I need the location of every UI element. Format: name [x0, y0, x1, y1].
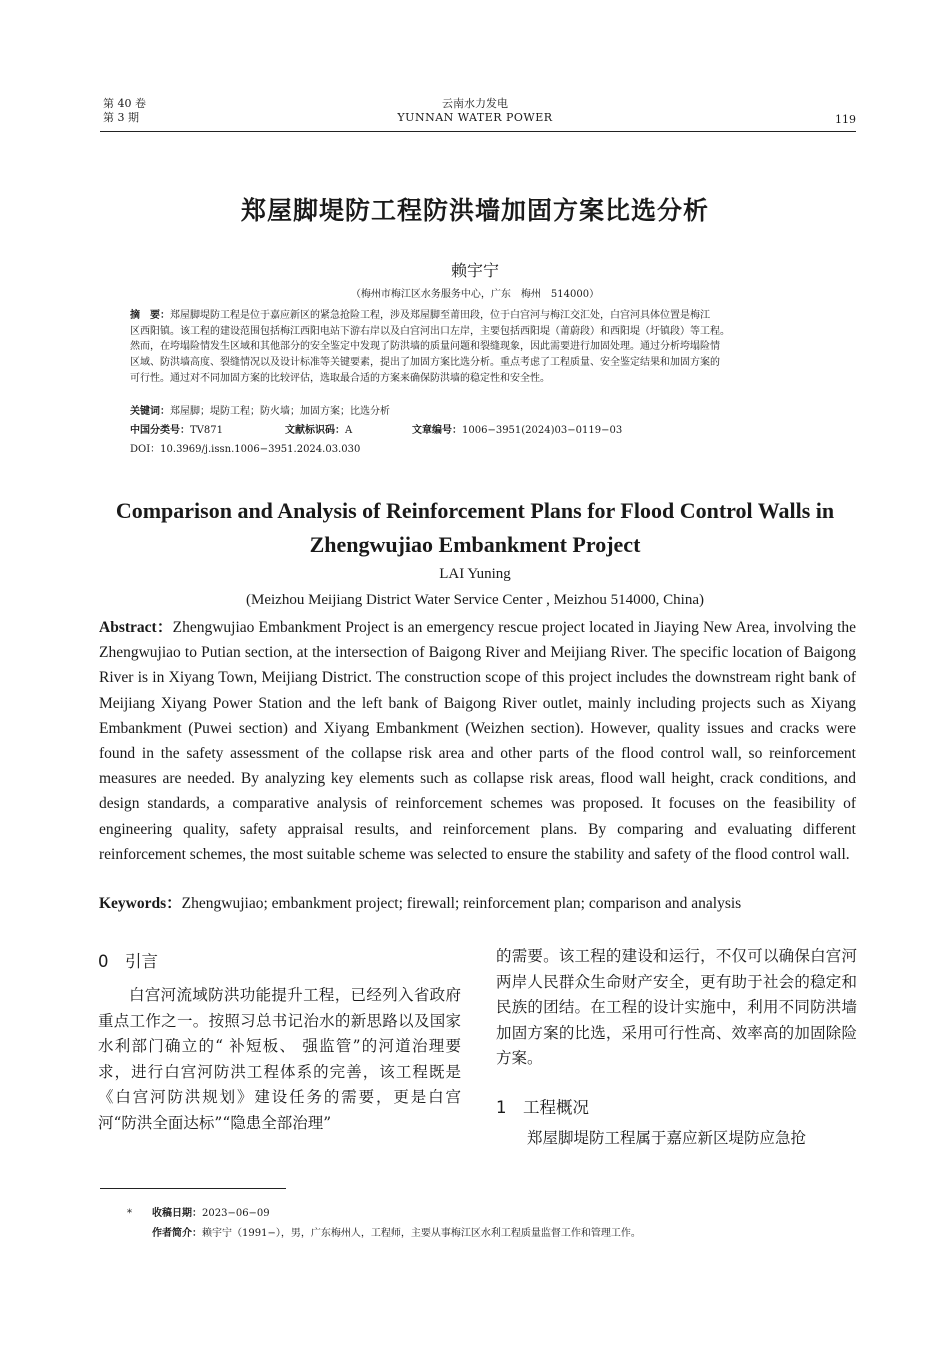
section-0-paragraph: 白宫河流域防洪功能提升工程，已经列入省政府重点工作之一。按照习总书记治水的新思路以及国家水利部门确立的“ 补短板、 强监管”的河道治理要求，进行白宫河防洪工程体系的完善，该工程既是《白宫河防洪规划》建设任务的需要，更是白宫河“防洪全面达标”“隐患全部治理”	[98, 986, 461, 1132]
abstract-cn	[130, 308, 830, 387]
keywords-cn-label: 关键词：	[130, 406, 170, 417]
keywords-en-label: Keywords：	[99, 895, 182, 912]
abstract-en-text: Zhengwujiao Embankment Project is an emergency rescue project located in Jiaying New Area, involving the Zhengwujiao to Putian section, at the intersection of Baigong River and Meijiang River. The specific location of Baigong River is in Xiyang Town, Meijiang District. The construction scope of this project includes the downstream right bank of Meijiang Xiyang Power Station and the left bank of Baigong River outlet, mainly including projects such as Xiyang Embankment (Puwei section) and Xiyang Embankment (Weizhen section). However, quality issues and cracks were found in the safety assessment of the collapse risk area and other parts of the flood control wall, so reinforcement measures are needed. By analyzing key elements such as collapse risk areas, flood wall height, crack conditions, and design standards, a comparative analysis of reinforcement schemes was proposed. It focuses on the feasibility of engineering quality, safety appraisal results, and reinforcement plans. By comparing and evaluating different reinforcement schemes, the most suitable scheme was selected to ensure the stability and safety of the flood control wall.	[99, 619, 856, 863]
section-1-heading: 1 工程概况	[496, 1098, 589, 1117]
journal-name-en: YUNNAN WATER POWER	[397, 111, 553, 124]
section-0-heading: 0 引言	[98, 952, 158, 971]
page-number: 119	[835, 113, 856, 126]
issue: 第 3 期	[103, 111, 139, 124]
footnote-author-bio: 作者简介：赖宇宁（1991−），男，广东梅州人，工程师，主要从事梅江区水利工程质量监督工作和管理工作。	[152, 1228, 641, 1239]
keywords-en-text: Zhengwujiao; embankment project; firewall; reinforcement plan; comparison and analysis	[181, 895, 742, 912]
title-cn: 郑屋脚堤防工程防洪墙加固方案比选分析	[240, 196, 709, 225]
clc-number: 中国分类号：TV871	[130, 425, 223, 436]
title-en	[80, 494, 870, 562]
keywords-cn-text: 郑屋脚；堤防工程；防火墙；加固方案；比选分析	[170, 406, 390, 417]
document-code: 文献标识码：A	[285, 425, 353, 436]
abstract-cn-label: 摘 要：	[130, 310, 170, 321]
journal-name-cn: 云南水力发电	[442, 97, 508, 110]
doi: DOI：10.3969/j.issn.1006−3951.2024.03.030	[130, 444, 361, 455]
abstract-en-label: Abstract：	[99, 619, 173, 636]
continued-paragraph: 的需要。该工程的建设和运行，不仅可以确保白宫河两岸人民群众生命财产安全，更有助于社会的稳定和民族的团结。在工程的设计实施中，利用不同防洪墙加固方案的比选，采用可行性高、效率高的加固除险方案。	[496, 947, 857, 1067]
keywords-en	[99, 893, 856, 915]
abstract-cn-line-3: 然而，在垮塌险情发生区域和其他部分的安全鉴定中发现了防洪墙的质量问题和裂缝现象，因此需要进行加固处理。通过分析垮塌险情	[130, 341, 720, 353]
title-en-line-2: Zhengwujiao Embankment Project	[309, 532, 641, 557]
footnote-star: *	[127, 1208, 132, 1219]
title-en-line-1: Comparison and Analysis of Reinforcement Plans for Flood Control Walls in	[115, 498, 835, 523]
footnote-received: 收稿日期：2023−06−09	[152, 1208, 270, 1219]
section-1-paragraph: 郑屋脚堤防工程属于嘉应新区堤防应急抢	[527, 1129, 807, 1147]
author-en: LAI Yuning	[439, 566, 511, 582]
article-number: 文章编号：1006−3951(2024)03−0119−03	[412, 425, 623, 436]
volume: 第 40 卷	[103, 97, 146, 110]
abstract-cn-line-4: 区域、防洪墙高度、裂缝情况以及设计标准等关键要素，提出了加固方案比选分析。重点考虑了工程质量、安全鉴定结果和加固方案的	[130, 357, 720, 369]
running-header-journal	[0, 97, 950, 125]
affiliation-en: (Meizhou Meijiang District Water Service Center , Meizhou 514000, China)	[246, 592, 704, 608]
abstract-cn-line-5: 可行性。通过对不同加固方案的比较评估，选取最合适的方案来确保防洪墙的稳定性和安全性。	[130, 372, 550, 384]
abstract-cn-line-2: 区西阳镇。该工程的建设范围包括梅江西阳电站下游右岸以及白宫河出口左岸，主要包括西阳堤（莆蔚段）和西阳堤（圩镇段）等工程。	[130, 325, 730, 337]
keywords-cn	[130, 404, 390, 419]
footnote-rule	[100, 1188, 286, 1189]
header-rule	[100, 131, 856, 132]
abstract-cn-line-1: 摘 要：郑屋脚堤防工程是位于嘉应新区的紧急抢险工程，涉及郑屋脚至莆田段，位于白宫河与梅江交汇处，白宫河具体位置是梅江	[130, 310, 710, 321]
abstract-en	[99, 615, 856, 867]
affiliation-cn: （梅州市梅江区水务服务中心，广东 梅州 514000）	[350, 289, 600, 300]
author-cn: 赖宇宁	[450, 261, 499, 280]
